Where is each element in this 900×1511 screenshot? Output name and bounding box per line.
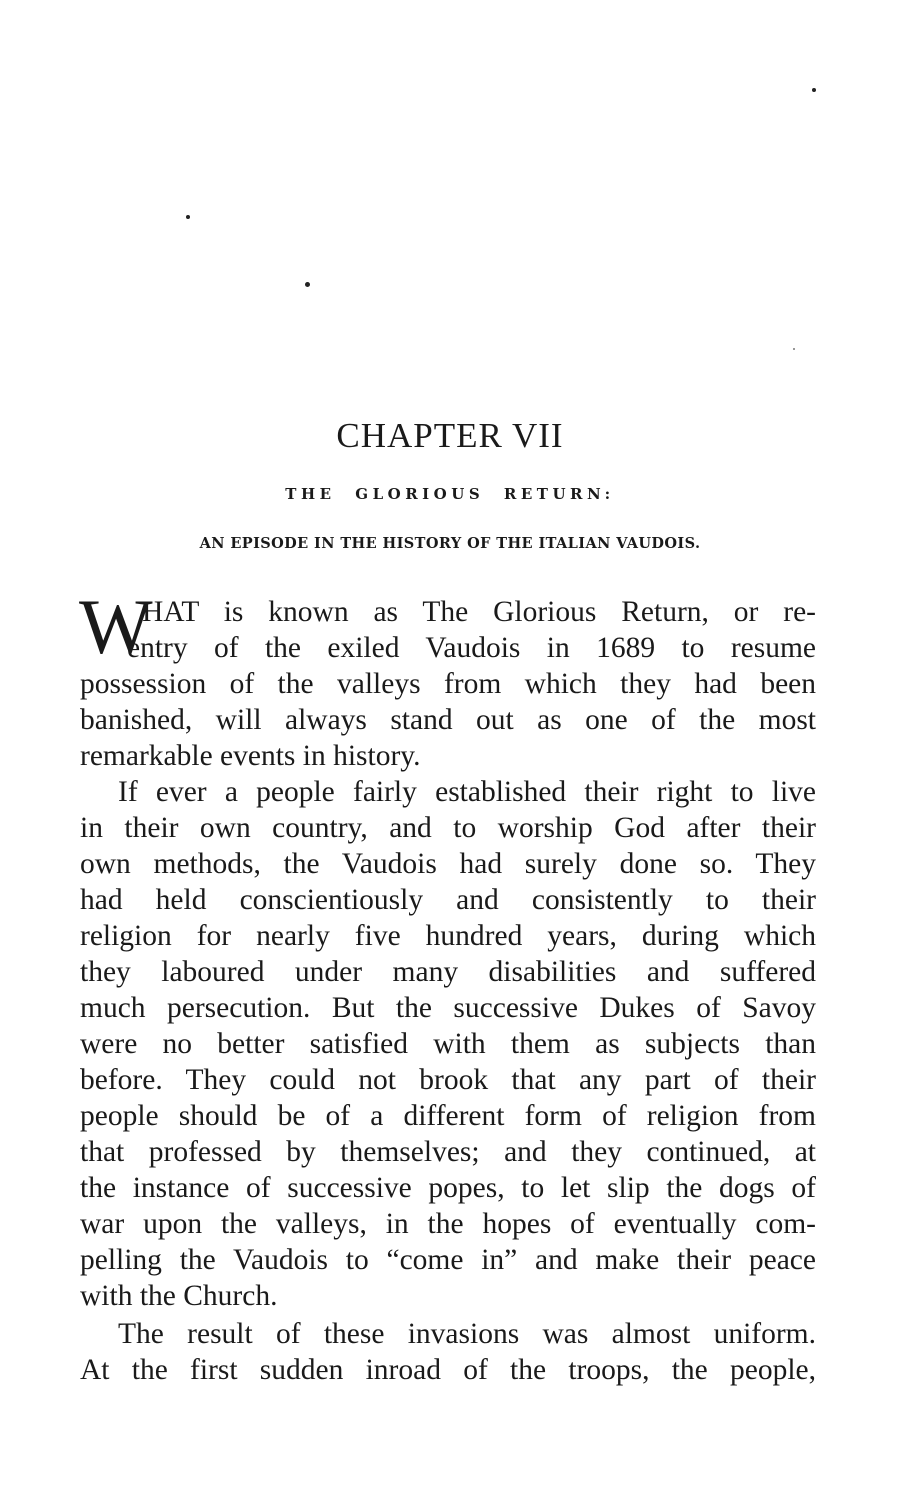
paragraph-line: people should be of a different form of religion from <box>80 1100 816 1132</box>
paragraph-line: war upon the valleys, in the hopes of eventually com- <box>80 1208 816 1240</box>
paragraph-line: pelling the Vaudois to “come in” and make their peace <box>80 1244 816 1276</box>
paragraph-line: remarkable events in history. <box>80 740 421 772</box>
page-speck <box>793 348 795 350</box>
chapter-heading: CHAPTER VII <box>336 416 564 455</box>
page-speck <box>305 282 310 287</box>
paragraph-line: were no better satisfied with them as subjects than <box>80 1028 816 1060</box>
paragraph-line: banished, will always stand out as one of the most <box>80 704 816 736</box>
paragraph-line: that professed by themselves; and they continued, at <box>80 1136 816 1168</box>
page-speck <box>186 215 190 219</box>
paragraph-line: before. They could not brook that any part of their <box>80 1064 816 1096</box>
page-speck <box>812 88 816 92</box>
paragraph-line: much persecution. But the successive Dukes of Savoy <box>80 992 816 1024</box>
paragraph-line: the instance of successive popes, to let slip the dogs of <box>80 1172 816 1204</box>
paragraph-line: possession of the valleys from which they had been <box>80 668 816 700</box>
paragraph-line: If ever a people fairly established their right to live <box>118 776 816 808</box>
paragraph-line: HAT is known as The Glorious Return, or re- <box>142 596 816 628</box>
paragraph-line: with the Church. <box>80 1280 278 1312</box>
paragraph-line: they laboured under many disabilities and suffered <box>80 956 816 988</box>
paragraph-line: own methods, the Vaudois had surely done so. They <box>80 848 816 880</box>
paragraph-line: in their own country, and to worship God after their <box>80 812 816 844</box>
chapter-subtitle: AN EPISODE IN THE HISTORY OF THE ITALIAN VAUDOIS. <box>199 535 701 552</box>
drop-cap: W <box>79 583 153 670</box>
paragraph-line: had held conscientiously and consistently to their <box>80 884 816 916</box>
paragraph-line: The result of these invasions was almost uniform. <box>118 1318 816 1350</box>
paragraph-line: entry of the exiled Vaudois in 1689 to resume <box>127 632 816 664</box>
chapter-title: THE GLORIOUS RETURN: <box>285 485 615 503</box>
paragraph-line: religion for nearly five hundred years, during which <box>80 920 816 952</box>
paragraph-line: At the first sudden inroad of the troops, the people, <box>80 1354 816 1386</box>
